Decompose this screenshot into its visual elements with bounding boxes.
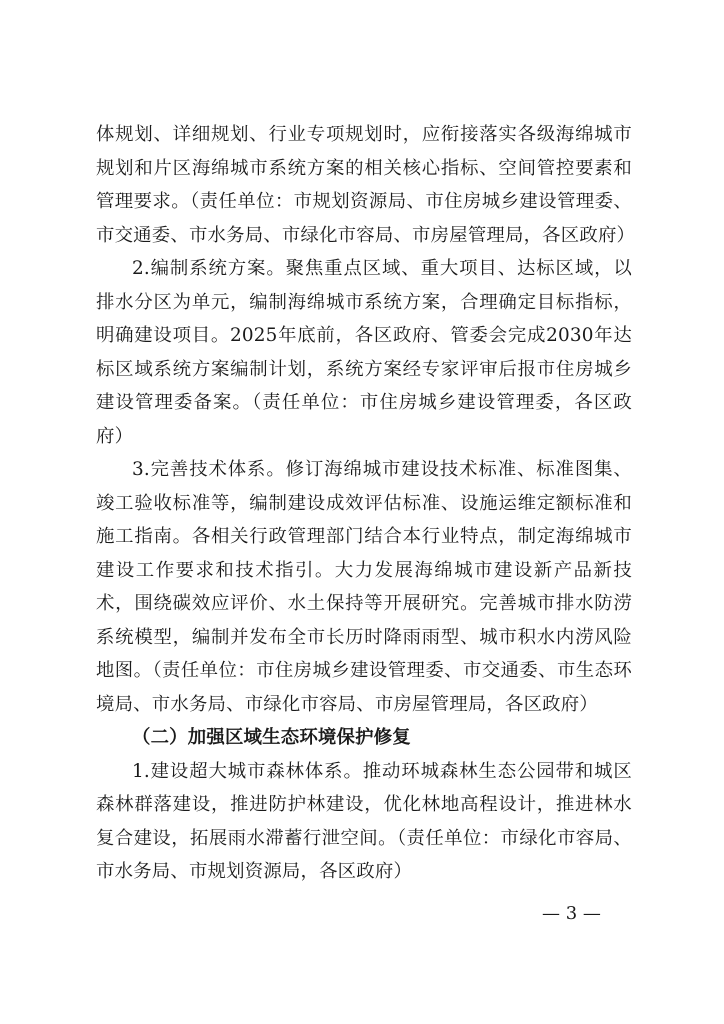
paragraph-forest-system: 1.建设超大城市森林体系。推动环城森林生态公园带和城区森林群落建设，推进防护林建设，优化林地高程设计，推进林水复合建设，拓展雨水滞蓄行泄空间。（责任单位：市绿化市容局、市水务局、市规划资源局，各区政府） [96, 760, 632, 882]
paragraph-system-plan: 2.编制系统方案。聚焦重点区域、重大项目、达标区域，以排水分区为单元，编制海绵城市系统方案，合理确定目标指标，明确建设项目。2025年底前，各区政府、管委会完成2030年达标区域系统方案编制计划，系统方案经专家评审后报市住房城乡建设管理委备案。（责任单位：市住房城乡建设管理委，各区政府） [96, 258, 632, 447]
paragraph-planning-continuation: 体规划、详细规划、行业专项规划时，应衔接落实各级海绵城市规划和片区海绵城市系统方案的相关核心指标、空间管控要素和管理要求。（责任单位：市规划资源局、市住房城乡建设管理委、市交通委、市水务局、市绿化市容局、市房屋管理局，各区政府） [96, 124, 636, 246]
section-heading: （二）加强区域生态环境保护修复 [132, 727, 411, 748]
page-number: — 3 — [542, 903, 601, 924]
paragraph-technical-system: 3.完善技术体系。修订海绵城市建设技术标准、标准图集、竣工验收标准等，编制建设成效评估标准、设施运维定额标准和施工指南。各相关行政管理部门结合本行业特点，制定海绵城市建设工作要求和技术指引。大力发展海绵城市建设新产品新技术，围绕碳效应评价、水土保持等开展研究。完善城市排水防涝系统模型，编制并发布全市长历时降雨雨型、城市积水内涝风险地图。（责任单位：市住房城乡建设管理委、市交通委、市生态环境局、市水务局、市绿化市容局、市房屋管理局，各区政府） [96, 459, 632, 715]
document-body [96, 118, 636, 889]
